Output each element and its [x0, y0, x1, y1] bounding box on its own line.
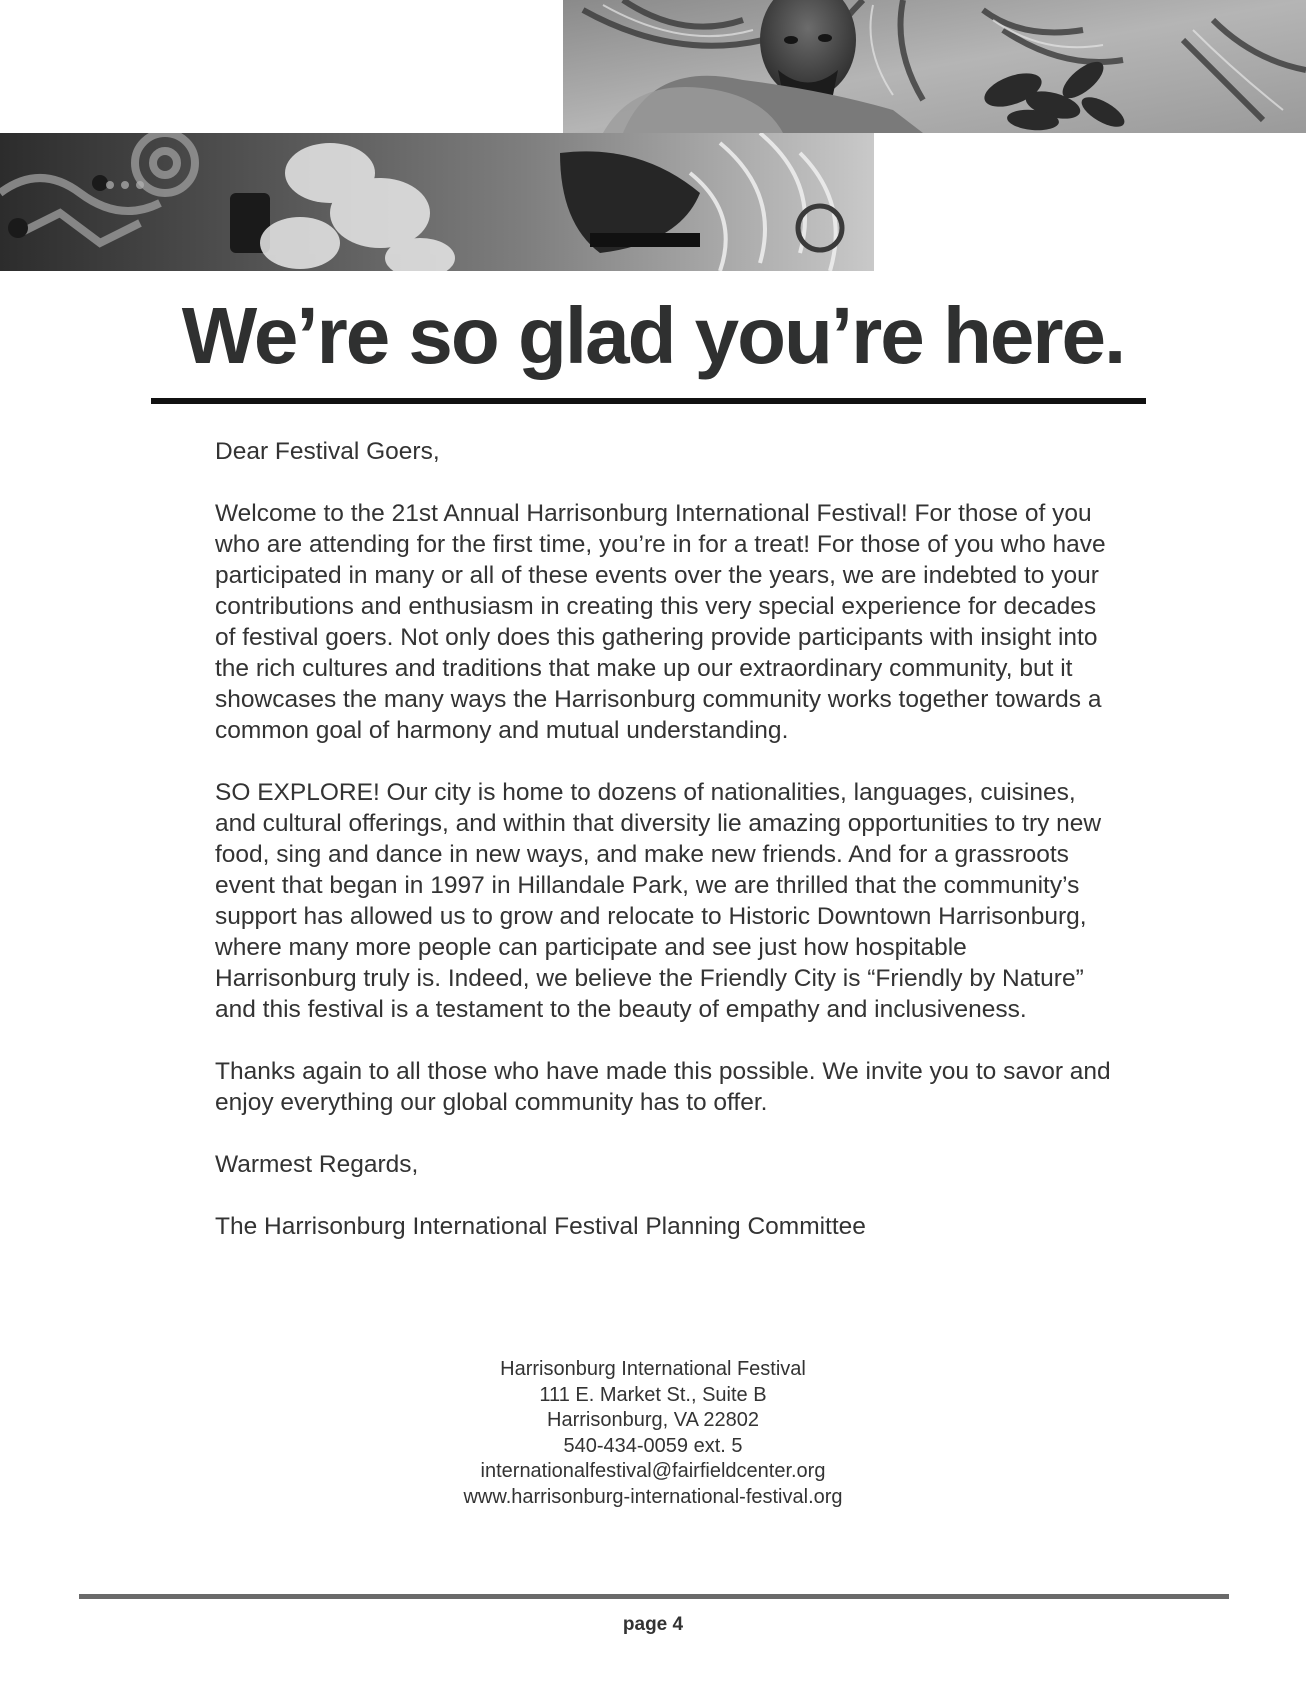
contact-organization: Harrisonburg International Festival	[500, 1358, 806, 1380]
contact-block	[0, 1357, 1306, 1510]
letter-paragraph-1: Welcome to the 21st Annual Harrisonburg International Festival! For those of you who are attending for the first time, you’re in for a treat! For those of you who have participated in many or all of these events over the years, we are indebted to your contributions and enthusiasm in creating this very special experience for decades of festival goers. Not only does this gathering provide participants with insight into the rich cultures and traditions that make up our extraordinary community, but it showcases the many ways the Harrisonburg community works together towards a common goal of harmony and mutual understanding.	[215, 500, 1106, 744]
footer-divider	[79, 1594, 1229, 1599]
letter-paragraph-3: Thanks again to all those who have made this possible. We invite you to savor and enjoy everything our global community has to offer.	[215, 1058, 1111, 1116]
headline-divider	[151, 398, 1146, 404]
festival-dancer-photo	[563, 0, 1306, 133]
letter-signature: The Harrisonburg International Festival Planning Committee	[215, 1213, 866, 1240]
contact-website: www.harrisonburg-international-festival.org	[463, 1485, 843, 1508]
contact-street: 111 E. Market St., Suite B	[539, 1383, 767, 1406]
contact-city-state-zip: Harrisonburg, VA 22802	[547, 1409, 759, 1431]
festival-costume-photo	[0, 133, 874, 271]
contact-phone: 540-434-0059 ext. 5	[563, 1434, 743, 1457]
contact-email: internationalfestival@fairfieldcenter.org	[480, 1460, 826, 1482]
page-number: page 4	[622, 1614, 684, 1635]
page-headline: We’re so glad you’re here.	[181, 291, 1125, 380]
letter-salutation: Dear Festival Goers,	[215, 438, 440, 465]
letter-paragraph-2: SO EXPLORE! Our city is home to dozens of nationalities, languages, cuisines, and cultural offerings, and within that diversity lie amazing opportunities to try new food, sing and dance in new ways, and make new friends. And for a grassroots event that began in 1997 in Hillandale Park, we are thrilled that the community’s support has allowed us to grow and relocate to Historic Downtown Harrisonburg, where many more people can participate and see just how hospitable Harrisonburg truly is. Indeed, we believe the Friendly City is “Friendly by Nature” and this festival is a testament to the beauty of empathy and inclusiveness.	[215, 779, 1102, 1023]
letter-closing: Warmest Regards,	[215, 1151, 419, 1178]
welcome-letter	[215, 436, 1115, 1273]
